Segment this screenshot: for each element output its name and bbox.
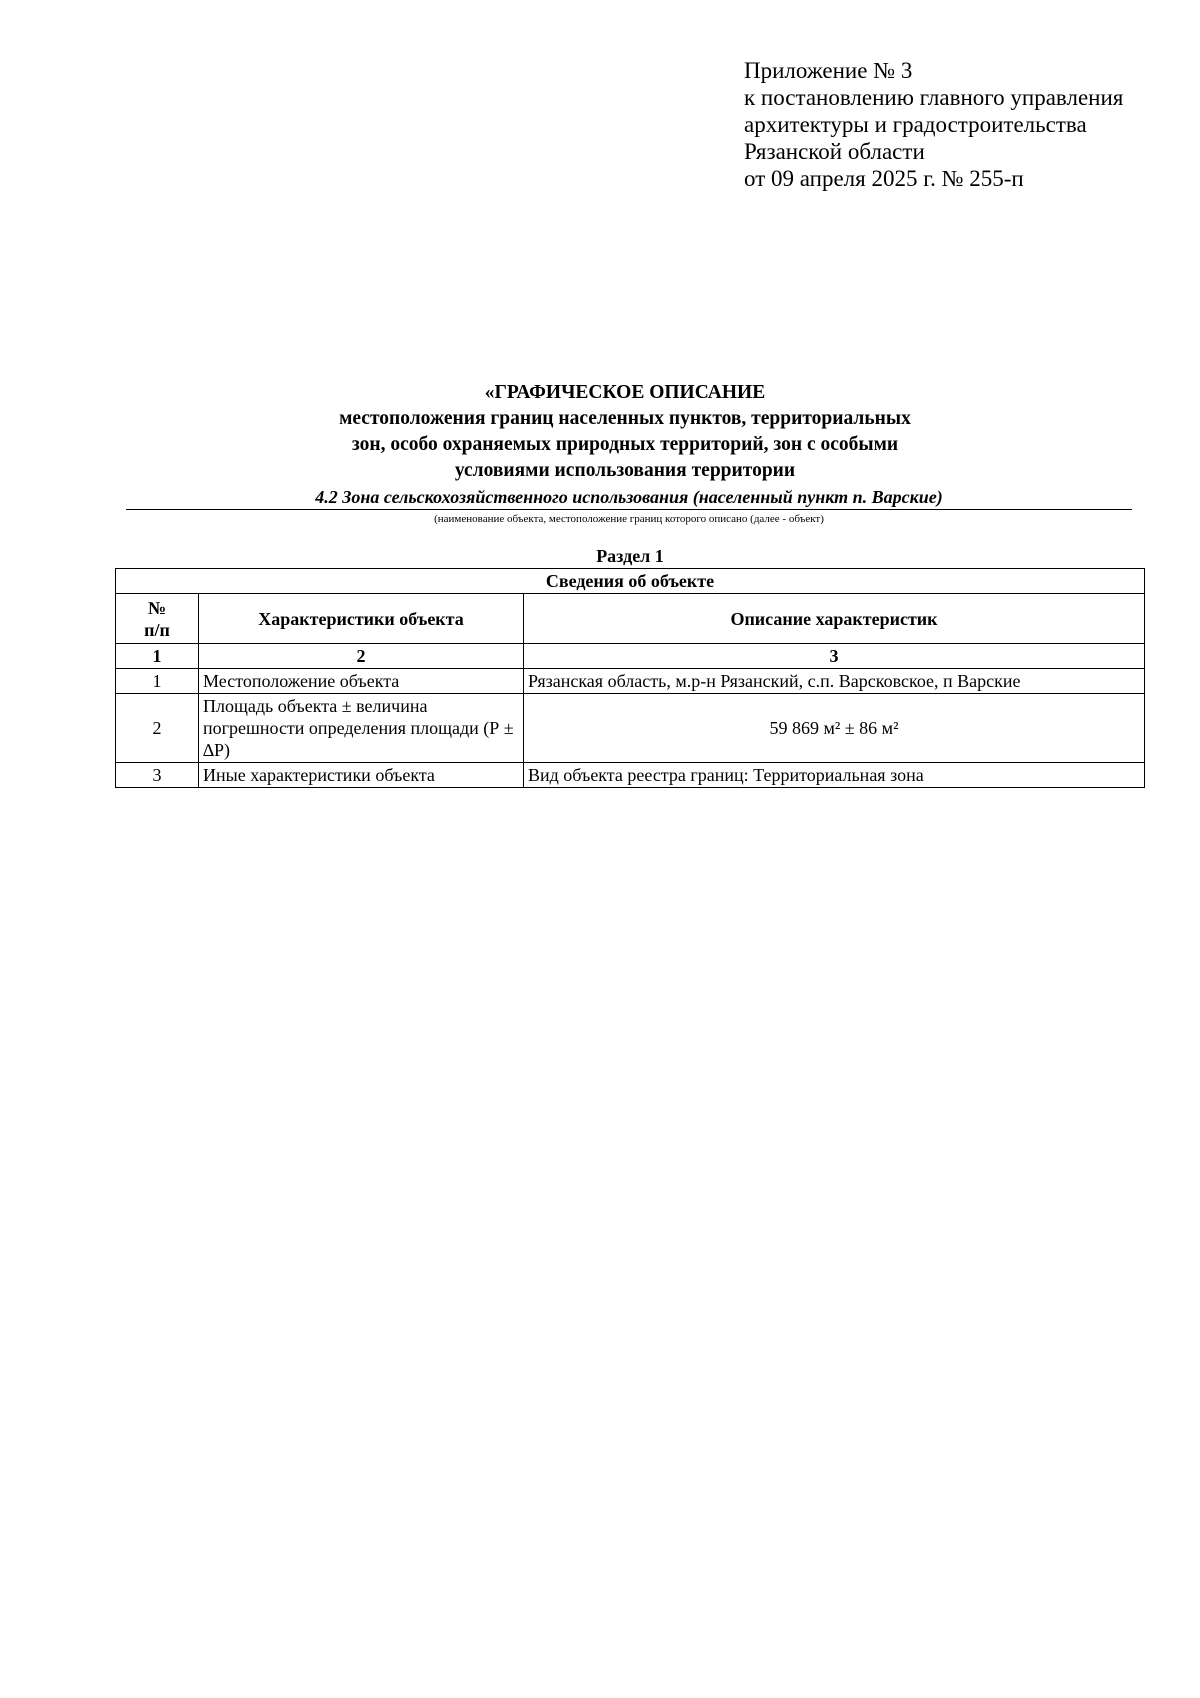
appendix-line: к постановлению главного управления bbox=[744, 85, 1124, 110]
row-description: Рязанская область, м.р-н Рязанский, с.п. Варсковское, п Варские bbox=[524, 669, 1145, 694]
col-number: 3 bbox=[524, 644, 1145, 669]
header-description: Описание характеристик bbox=[524, 594, 1145, 644]
row-characteristic: Местоположение объекта bbox=[199, 669, 524, 694]
column-number-row bbox=[116, 644, 1145, 669]
row-characteristic: Иные характеристики объекта bbox=[199, 763, 524, 788]
appendix-line: от 09 апреля 2025 г. № 255-п bbox=[744, 166, 1024, 191]
appendix-line: Приложение № 3 bbox=[744, 58, 913, 83]
title-line: «ГРАФИЧЕСКОЕ ОПИСАНИЕ bbox=[484, 382, 766, 403]
col-number: 1 bbox=[116, 644, 199, 669]
row-characteristic: Площадь объекта ± величина погрешности определения площади (Р ± ∆Р) bbox=[199, 694, 524, 763]
document-title bbox=[115, 380, 1135, 484]
title-line: зон, особо охраняемых природных территорий, зон с особыми bbox=[351, 434, 899, 455]
row-num: 1 bbox=[116, 669, 199, 694]
header-characteristic: Характеристики объекта bbox=[199, 594, 524, 644]
table-title: Сведения об объекте bbox=[116, 569, 1145, 594]
table-row bbox=[116, 669, 1145, 694]
object-caption: (наименование объекта, местоположение границ которого описано (далее - объект) bbox=[434, 513, 824, 525]
appendix-header bbox=[744, 57, 1123, 192]
row-num: 3 bbox=[116, 763, 199, 788]
title-line: условиями использования территории bbox=[454, 460, 796, 481]
table-header-row bbox=[116, 594, 1145, 644]
title-line: местоположения границ населенных пунктов, территориальных bbox=[339, 408, 911, 429]
row-num: 2 bbox=[116, 694, 199, 763]
object-info-table bbox=[115, 568, 1145, 788]
table-row bbox=[116, 694, 1145, 763]
appendix-line: Рязанской области bbox=[744, 139, 925, 164]
section-title: Раздел 1 bbox=[596, 546, 664, 566]
row-description: 59 869 м² ± 86 м² bbox=[524, 694, 1145, 763]
header-num: № п/п bbox=[116, 594, 199, 644]
row-description: Вид объекта реестра границ: Территориальная зона bbox=[524, 763, 1145, 788]
object-name: 4.2 Зона сельскохозяйственного использования (населенный пункт п. Варские) bbox=[126, 485, 1132, 510]
table-title-row bbox=[116, 569, 1145, 594]
appendix-line: архитектуры и градостроительства bbox=[744, 112, 1087, 137]
col-number: 2 bbox=[199, 644, 524, 669]
table-row bbox=[116, 763, 1145, 788]
